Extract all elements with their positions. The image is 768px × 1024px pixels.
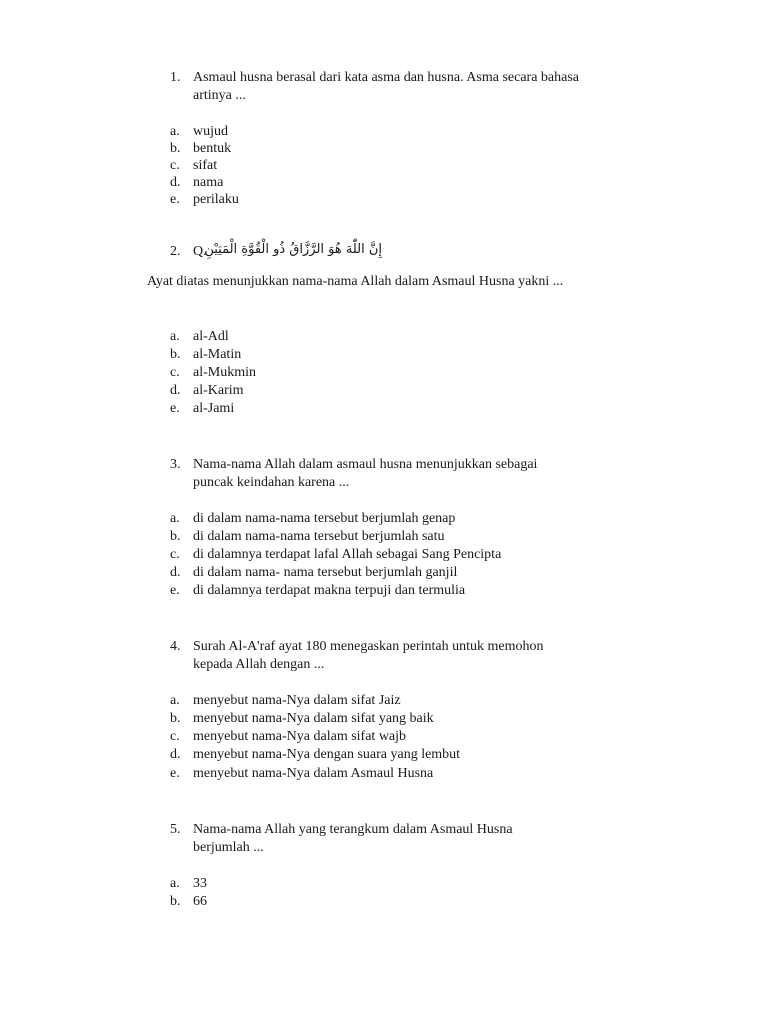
question-prefix: Q. <box>193 244 207 259</box>
option-letter: c. <box>170 547 180 562</box>
option-text: nama <box>193 175 224 190</box>
question-stem: Ayat diatas menunjukkan nama-nama Allah dalam Asmaul Husna yakni ... <box>147 274 564 289</box>
option-letter: e. <box>170 401 180 416</box>
option-letter: e. <box>170 583 180 598</box>
option-text: sifat <box>193 158 218 173</box>
option-text: al-Jami <box>193 401 235 416</box>
option-text: menyebut nama-Nya dalam sifat wajb <box>193 729 407 744</box>
question-number: 3. <box>170 457 181 472</box>
option-text: di dalamnya terdapat makna terpuji dan termulia <box>193 583 466 598</box>
option-letter: a. <box>170 693 180 708</box>
option-letter: c. <box>170 729 180 744</box>
option-letter: c. <box>170 365 180 380</box>
question-text: kepada Allah dengan ... <box>193 657 325 672</box>
option-text: 66 <box>193 894 207 909</box>
question-number: 1. <box>170 70 181 85</box>
option-letter: d. <box>170 747 181 762</box>
question-text: Asmaul husna berasal dari kata asma dan husna. Asma secara bahasa <box>193 70 580 85</box>
option-text: al-Adl <box>193 329 229 344</box>
option-text: bentuk <box>193 141 232 156</box>
option-letter: d. <box>170 383 181 398</box>
option-text: perilaku <box>193 192 239 207</box>
option-text: wujud <box>193 124 228 139</box>
option-letter: a. <box>170 876 180 891</box>
option-text: 33 <box>193 876 207 891</box>
option-text: di dalam nama-nama tersebut berjumlah genap <box>193 511 456 526</box>
option-letter: a. <box>170 511 180 526</box>
option-text: menyebut nama-Nya dengan suara yang lembut <box>193 747 461 762</box>
question-text: puncak keindahan karena ... <box>193 475 350 490</box>
option-letter: b. <box>170 347 181 362</box>
option-letter: b. <box>170 894 181 909</box>
option-letter: e. <box>170 766 180 781</box>
option-letter: d. <box>170 175 181 190</box>
option-letter: b. <box>170 529 181 544</box>
option-text: menyebut nama-Nya dalam sifat yang baik <box>193 711 434 726</box>
option-text: al-Karim <box>193 383 244 398</box>
arabic-verse: إِنَّ اللّٰهَ هُوَ الرَّزَّاقُ ذُو الْقُوَّةِ الْمَتِيْنِ <box>204 242 382 257</box>
question-text: Surah Al-A'raf ayat 180 menegaskan perintah untuk memohon <box>193 639 544 654</box>
option-text: di dalamnya terdapat lafal Allah sebagai Sang Pencipta <box>193 547 502 562</box>
question-number: 2. <box>170 244 181 259</box>
option-letter: c. <box>170 158 180 173</box>
option-letter: a. <box>170 124 180 139</box>
question-text: artinya ... <box>193 88 246 103</box>
question-number: 4. <box>170 639 181 654</box>
option-letter: d. <box>170 565 181 580</box>
option-letter: b. <box>170 711 181 726</box>
option-letter: e. <box>170 192 180 207</box>
option-text: al-Mukmin <box>193 365 256 380</box>
question-number: 5. <box>170 822 181 837</box>
option-text: menyebut nama-Nya dalam sifat Jaiz <box>193 693 401 708</box>
option-text: menyebut nama-Nya dalam Asmaul Husna <box>193 766 434 781</box>
option-text: di dalam nama- nama tersebut berjumlah ganjil <box>193 565 458 580</box>
question-text: Nama-nama Allah yang terangkum dalam Asmaul Husna <box>193 822 513 837</box>
option-text: di dalam nama-nama tersebut berjumlah satu <box>193 529 445 544</box>
question-text: berjumlah ... <box>193 840 264 855</box>
option-text: al-Matin <box>193 347 242 362</box>
option-letter: b. <box>170 141 181 156</box>
option-letter: a. <box>170 329 180 344</box>
question-text: Nama-nama Allah dalam asmaul husna menunjukkan sebagai <box>193 457 538 472</box>
